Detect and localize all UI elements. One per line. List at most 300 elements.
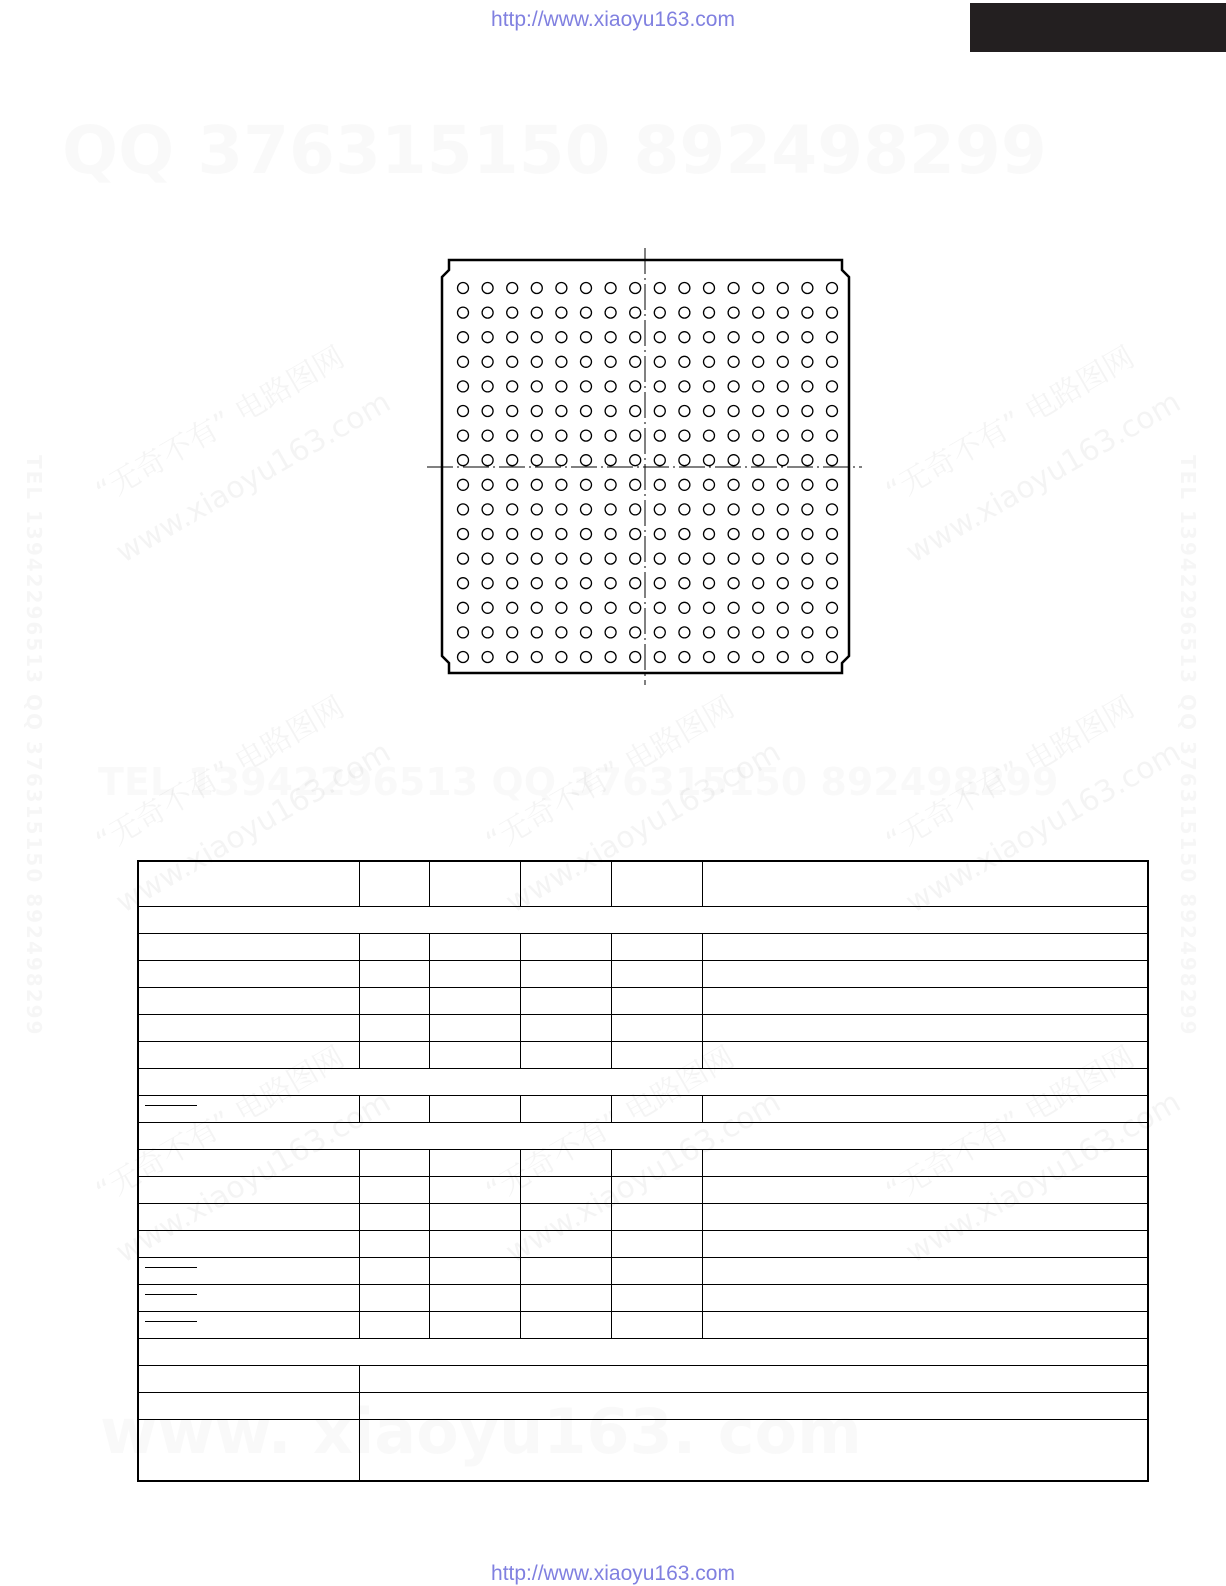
- solder-ball: [753, 529, 764, 540]
- table-cell: [359, 1366, 1148, 1393]
- table-cell: [359, 1177, 429, 1204]
- solder-ball: [630, 602, 641, 613]
- solder-ball: [581, 406, 592, 417]
- solder-ball: [654, 553, 665, 564]
- solder-ball: [777, 553, 788, 564]
- table-cell: [520, 1177, 611, 1204]
- solder-ball: [802, 356, 813, 367]
- table-cell: [429, 1042, 520, 1069]
- table-cell: [702, 988, 1148, 1015]
- table-cell: [138, 1231, 359, 1258]
- table-cell: [359, 1042, 429, 1069]
- solder-ball: [581, 578, 592, 589]
- solder-ball: [802, 602, 813, 613]
- ball-array: [458, 283, 838, 663]
- solder-ball: [654, 430, 665, 441]
- solder-ball: [605, 455, 616, 466]
- solder-ball: [630, 627, 641, 638]
- solder-ball: [728, 332, 739, 343]
- active-low-overbar: [145, 1267, 197, 1268]
- solder-ball: [777, 381, 788, 392]
- solder-ball: [777, 504, 788, 515]
- table-row: [138, 1177, 1148, 1204]
- solder-ball: [753, 381, 764, 392]
- solder-ball: [827, 283, 838, 294]
- solder-ball: [605, 504, 616, 515]
- table-cell: [702, 934, 1148, 961]
- solder-ball: [802, 406, 813, 417]
- solder-ball: [556, 627, 567, 638]
- solder-ball: [654, 529, 665, 540]
- table-cell: [611, 988, 702, 1015]
- solder-ball: [827, 578, 838, 589]
- solder-ball: [630, 455, 641, 466]
- solder-ball: [654, 307, 665, 318]
- solder-ball: [704, 356, 715, 367]
- solder-ball: [802, 479, 813, 490]
- solder-ball: [802, 553, 813, 564]
- solder-ball: [507, 652, 518, 663]
- solder-ball: [531, 307, 542, 318]
- table-cell: [138, 1366, 359, 1393]
- table-cell: [138, 1015, 359, 1042]
- solder-ball: [581, 430, 592, 441]
- solder-ball: [630, 578, 641, 589]
- solder-ball: [777, 627, 788, 638]
- table-cell: [359, 861, 429, 907]
- table-cell: [359, 1312, 429, 1339]
- solder-ball: [654, 504, 665, 515]
- solder-ball: [802, 283, 813, 294]
- table-row: [138, 1150, 1148, 1177]
- table-cell: [138, 1339, 1148, 1366]
- table-section-row: [138, 1123, 1148, 1150]
- solder-ball: [507, 553, 518, 564]
- table-cell: [611, 1285, 702, 1312]
- table-row: [138, 1393, 1148, 1420]
- table-cell: [429, 1312, 520, 1339]
- solder-ball: [704, 652, 715, 663]
- solder-ball: [802, 307, 813, 318]
- table-cell: [359, 1420, 1148, 1482]
- solder-ball: [482, 307, 493, 318]
- solder-ball: [630, 332, 641, 343]
- solder-ball: [482, 455, 493, 466]
- table-row: [138, 1285, 1148, 1312]
- solder-ball: [482, 479, 493, 490]
- solder-ball: [531, 529, 542, 540]
- table-cell: [429, 1258, 520, 1285]
- solder-ball: [753, 283, 764, 294]
- solder-ball: [482, 578, 493, 589]
- table-cell: [520, 1312, 611, 1339]
- solder-ball: [531, 578, 542, 589]
- table-cell: [359, 1015, 429, 1042]
- solder-ball: [704, 455, 715, 466]
- solder-ball: [802, 430, 813, 441]
- solder-ball: [630, 529, 641, 540]
- solder-ball: [458, 627, 469, 638]
- table-section-row: [138, 1069, 1148, 1096]
- solder-ball: [728, 652, 739, 663]
- table-cell: [520, 861, 611, 907]
- solder-ball: [507, 381, 518, 392]
- solder-ball: [531, 455, 542, 466]
- table-cell: [429, 1177, 520, 1204]
- solder-ball: [704, 627, 715, 638]
- solder-ball: [679, 479, 690, 490]
- table-cell: [138, 1150, 359, 1177]
- solder-ball: [605, 578, 616, 589]
- table-cell: [138, 1258, 359, 1285]
- solder-ball: [679, 455, 690, 466]
- solder-ball: [679, 602, 690, 613]
- solder-ball: [482, 283, 493, 294]
- table-cell: [359, 934, 429, 961]
- table-cell: [702, 1096, 1148, 1123]
- solder-ball: [777, 455, 788, 466]
- solder-ball: [753, 307, 764, 318]
- solder-ball: [581, 627, 592, 638]
- solder-ball: [630, 553, 641, 564]
- table-cell: [520, 934, 611, 961]
- solder-ball: [654, 602, 665, 613]
- table-cell: [359, 1258, 429, 1285]
- solder-ball: [630, 356, 641, 367]
- table-cell: [138, 934, 359, 961]
- solder-ball: [777, 602, 788, 613]
- solder-ball: [581, 381, 592, 392]
- solder-ball: [605, 430, 616, 441]
- footer-url[interactable]: http://www.xiaoyu163.com: [491, 1562, 735, 1585]
- solder-ball: [777, 332, 788, 343]
- table-cell: [429, 1285, 520, 1312]
- solder-ball: [556, 283, 567, 294]
- solder-ball: [654, 627, 665, 638]
- solder-ball: [605, 307, 616, 318]
- solder-ball: [777, 479, 788, 490]
- solder-ball: [556, 553, 567, 564]
- solder-ball: [679, 578, 690, 589]
- solder-ball: [827, 504, 838, 515]
- solder-ball: [728, 455, 739, 466]
- solder-ball: [605, 652, 616, 663]
- solder-ball: [728, 529, 739, 540]
- bga-package-diagram: [0, 0, 1226, 720]
- solder-ball: [531, 553, 542, 564]
- solder-ball: [679, 406, 690, 417]
- solder-ball: [458, 307, 469, 318]
- solder-ball: [827, 332, 838, 343]
- solder-ball: [802, 627, 813, 638]
- solder-ball: [753, 553, 764, 564]
- solder-ball: [827, 529, 838, 540]
- table-cell: [429, 934, 520, 961]
- solder-ball: [827, 479, 838, 490]
- table-cell: [611, 861, 702, 907]
- header-url[interactable]: http://www.xiaoyu163.com: [491, 8, 735, 31]
- solder-ball: [458, 578, 469, 589]
- spec-table: [137, 860, 1149, 1482]
- solder-ball: [482, 381, 493, 392]
- solder-ball: [482, 356, 493, 367]
- table-row: [138, 1312, 1148, 1339]
- table-cell: [702, 1177, 1148, 1204]
- table-cell: [702, 861, 1148, 907]
- table-cell: [359, 1231, 429, 1258]
- solder-ball: [679, 504, 690, 515]
- table-header-row: [138, 861, 1148, 907]
- solder-ball: [581, 455, 592, 466]
- solder-ball: [654, 381, 665, 392]
- solder-ball: [728, 430, 739, 441]
- solder-ball: [630, 406, 641, 417]
- solder-ball: [827, 307, 838, 318]
- solder-ball: [753, 578, 764, 589]
- solder-ball: [531, 283, 542, 294]
- solder-ball: [753, 627, 764, 638]
- table-cell: [611, 961, 702, 988]
- solder-ball: [802, 652, 813, 663]
- solder-ball: [482, 504, 493, 515]
- solder-ball: [777, 529, 788, 540]
- solder-ball: [531, 356, 542, 367]
- table-cell: [138, 907, 1148, 934]
- solder-ball: [679, 381, 690, 392]
- solder-ball: [556, 504, 567, 515]
- solder-ball: [507, 627, 518, 638]
- solder-ball: [704, 553, 715, 564]
- solder-ball: [753, 479, 764, 490]
- table-cell: [429, 1150, 520, 1177]
- table-cell: [138, 1096, 359, 1123]
- active-low-overbar: [145, 1105, 197, 1106]
- solder-ball: [556, 381, 567, 392]
- table-row: [138, 1042, 1148, 1069]
- solder-ball: [458, 332, 469, 343]
- solder-ball: [802, 332, 813, 343]
- solder-ball: [581, 553, 592, 564]
- solder-ball: [556, 529, 567, 540]
- solder-ball: [605, 406, 616, 417]
- solder-ball: [728, 479, 739, 490]
- solder-ball: [507, 356, 518, 367]
- solder-ball: [531, 627, 542, 638]
- table-cell: [359, 1285, 429, 1312]
- table-cell: [138, 1420, 359, 1482]
- solder-ball: [507, 602, 518, 613]
- solder-ball: [704, 283, 715, 294]
- solder-ball: [458, 406, 469, 417]
- solder-ball: [728, 553, 739, 564]
- solder-ball: [556, 430, 567, 441]
- solder-ball: [679, 283, 690, 294]
- spec-table-body: [138, 861, 1148, 1481]
- solder-ball: [531, 479, 542, 490]
- table-cell: [520, 961, 611, 988]
- table-row: [138, 961, 1148, 988]
- solder-ball: [531, 602, 542, 613]
- solder-ball: [482, 602, 493, 613]
- table-cell: [429, 1015, 520, 1042]
- solder-ball: [728, 283, 739, 294]
- solder-ball: [605, 283, 616, 294]
- solder-ball: [704, 430, 715, 441]
- solder-ball: [531, 406, 542, 417]
- solder-ball: [827, 627, 838, 638]
- table-cell: [429, 961, 520, 988]
- table-row: [138, 1231, 1148, 1258]
- solder-ball: [704, 406, 715, 417]
- solder-ball: [581, 332, 592, 343]
- solder-ball: [556, 332, 567, 343]
- solder-ball: [753, 652, 764, 663]
- solder-ball: [507, 430, 518, 441]
- solder-ball: [704, 332, 715, 343]
- solder-ball: [679, 307, 690, 318]
- table-cell: [520, 1096, 611, 1123]
- solder-ball: [704, 307, 715, 318]
- table-cell: [359, 961, 429, 988]
- solder-ball: [482, 529, 493, 540]
- table-row: [138, 1258, 1148, 1285]
- table-row: [138, 934, 1148, 961]
- solder-ball: [507, 529, 518, 540]
- table-cell: [702, 961, 1148, 988]
- solder-ball: [679, 652, 690, 663]
- solder-ball: [605, 627, 616, 638]
- table-cell: [611, 1096, 702, 1123]
- solder-ball: [679, 529, 690, 540]
- solder-ball: [753, 504, 764, 515]
- solder-ball: [507, 406, 518, 417]
- table-cell: [611, 1042, 702, 1069]
- table-cell: [520, 1015, 611, 1042]
- solder-ball: [654, 479, 665, 490]
- solder-ball: [458, 381, 469, 392]
- solder-ball: [482, 652, 493, 663]
- solder-ball: [605, 356, 616, 367]
- solder-ball: [654, 652, 665, 663]
- solder-ball: [556, 602, 567, 613]
- table-cell: [611, 1258, 702, 1285]
- table-row: [138, 988, 1148, 1015]
- solder-ball: [507, 455, 518, 466]
- solder-ball: [827, 602, 838, 613]
- solder-ball: [802, 455, 813, 466]
- solder-ball: [458, 356, 469, 367]
- table-section-row: [138, 1339, 1148, 1366]
- solder-ball: [630, 283, 641, 294]
- table-cell: [138, 1177, 359, 1204]
- solder-ball: [654, 578, 665, 589]
- solder-ball: [630, 381, 641, 392]
- solder-ball: [728, 406, 739, 417]
- solder-ball: [458, 430, 469, 441]
- table-cell: [359, 988, 429, 1015]
- solder-ball: [556, 307, 567, 318]
- solder-ball: [556, 406, 567, 417]
- active-low-overbar: [145, 1294, 197, 1295]
- solder-ball: [827, 406, 838, 417]
- solder-ball: [531, 430, 542, 441]
- solder-ball: [507, 332, 518, 343]
- solder-ball: [777, 578, 788, 589]
- solder-ball: [581, 479, 592, 490]
- table-cell: [702, 1231, 1148, 1258]
- table-cell: [702, 1042, 1148, 1069]
- table-cell: [429, 1231, 520, 1258]
- solder-ball: [482, 332, 493, 343]
- table-cell: [702, 1204, 1148, 1231]
- solder-ball: [704, 578, 715, 589]
- solder-ball: [827, 553, 838, 564]
- solder-ball: [802, 504, 813, 515]
- solder-ball: [556, 479, 567, 490]
- table-cell: [520, 1042, 611, 1069]
- solder-ball: [827, 381, 838, 392]
- solder-ball: [556, 652, 567, 663]
- solder-ball: [605, 553, 616, 564]
- table-cell: [429, 1204, 520, 1231]
- table-cell: [138, 1042, 359, 1069]
- solder-ball: [802, 381, 813, 392]
- solder-ball: [777, 652, 788, 663]
- solder-ball: [507, 504, 518, 515]
- solder-ball: [728, 627, 739, 638]
- table-cell: [611, 1231, 702, 1258]
- solder-ball: [777, 406, 788, 417]
- solder-ball: [728, 578, 739, 589]
- solder-ball: [728, 356, 739, 367]
- solder-ball: [458, 602, 469, 613]
- table-cell: [702, 1258, 1148, 1285]
- table-cell: [138, 861, 359, 907]
- solder-ball: [802, 578, 813, 589]
- solder-ball: [531, 332, 542, 343]
- solder-ball: [605, 602, 616, 613]
- solder-ball: [679, 430, 690, 441]
- table-cell: [138, 1285, 359, 1312]
- solder-ball: [507, 283, 518, 294]
- solder-ball: [531, 381, 542, 392]
- table-cell: [138, 1393, 359, 1420]
- solder-ball: [630, 504, 641, 515]
- solder-ball: [482, 553, 493, 564]
- table-cell: [429, 988, 520, 1015]
- solder-ball: [458, 504, 469, 515]
- solder-ball: [753, 406, 764, 417]
- solder-ball: [482, 430, 493, 441]
- solder-ball: [802, 529, 813, 540]
- table-cell: [520, 1285, 611, 1312]
- table-cell: [702, 1312, 1148, 1339]
- solder-ball: [458, 455, 469, 466]
- table-cell: [359, 1150, 429, 1177]
- solder-ball: [827, 455, 838, 466]
- solder-ball: [458, 479, 469, 490]
- table-cell: [138, 1123, 1148, 1150]
- solder-ball: [704, 479, 715, 490]
- solder-ball: [654, 283, 665, 294]
- table-row: [138, 1420, 1148, 1482]
- solder-ball: [753, 602, 764, 613]
- solder-ball: [679, 332, 690, 343]
- solder-ball: [605, 529, 616, 540]
- solder-ball: [728, 381, 739, 392]
- solder-ball: [507, 307, 518, 318]
- solder-ball: [458, 283, 469, 294]
